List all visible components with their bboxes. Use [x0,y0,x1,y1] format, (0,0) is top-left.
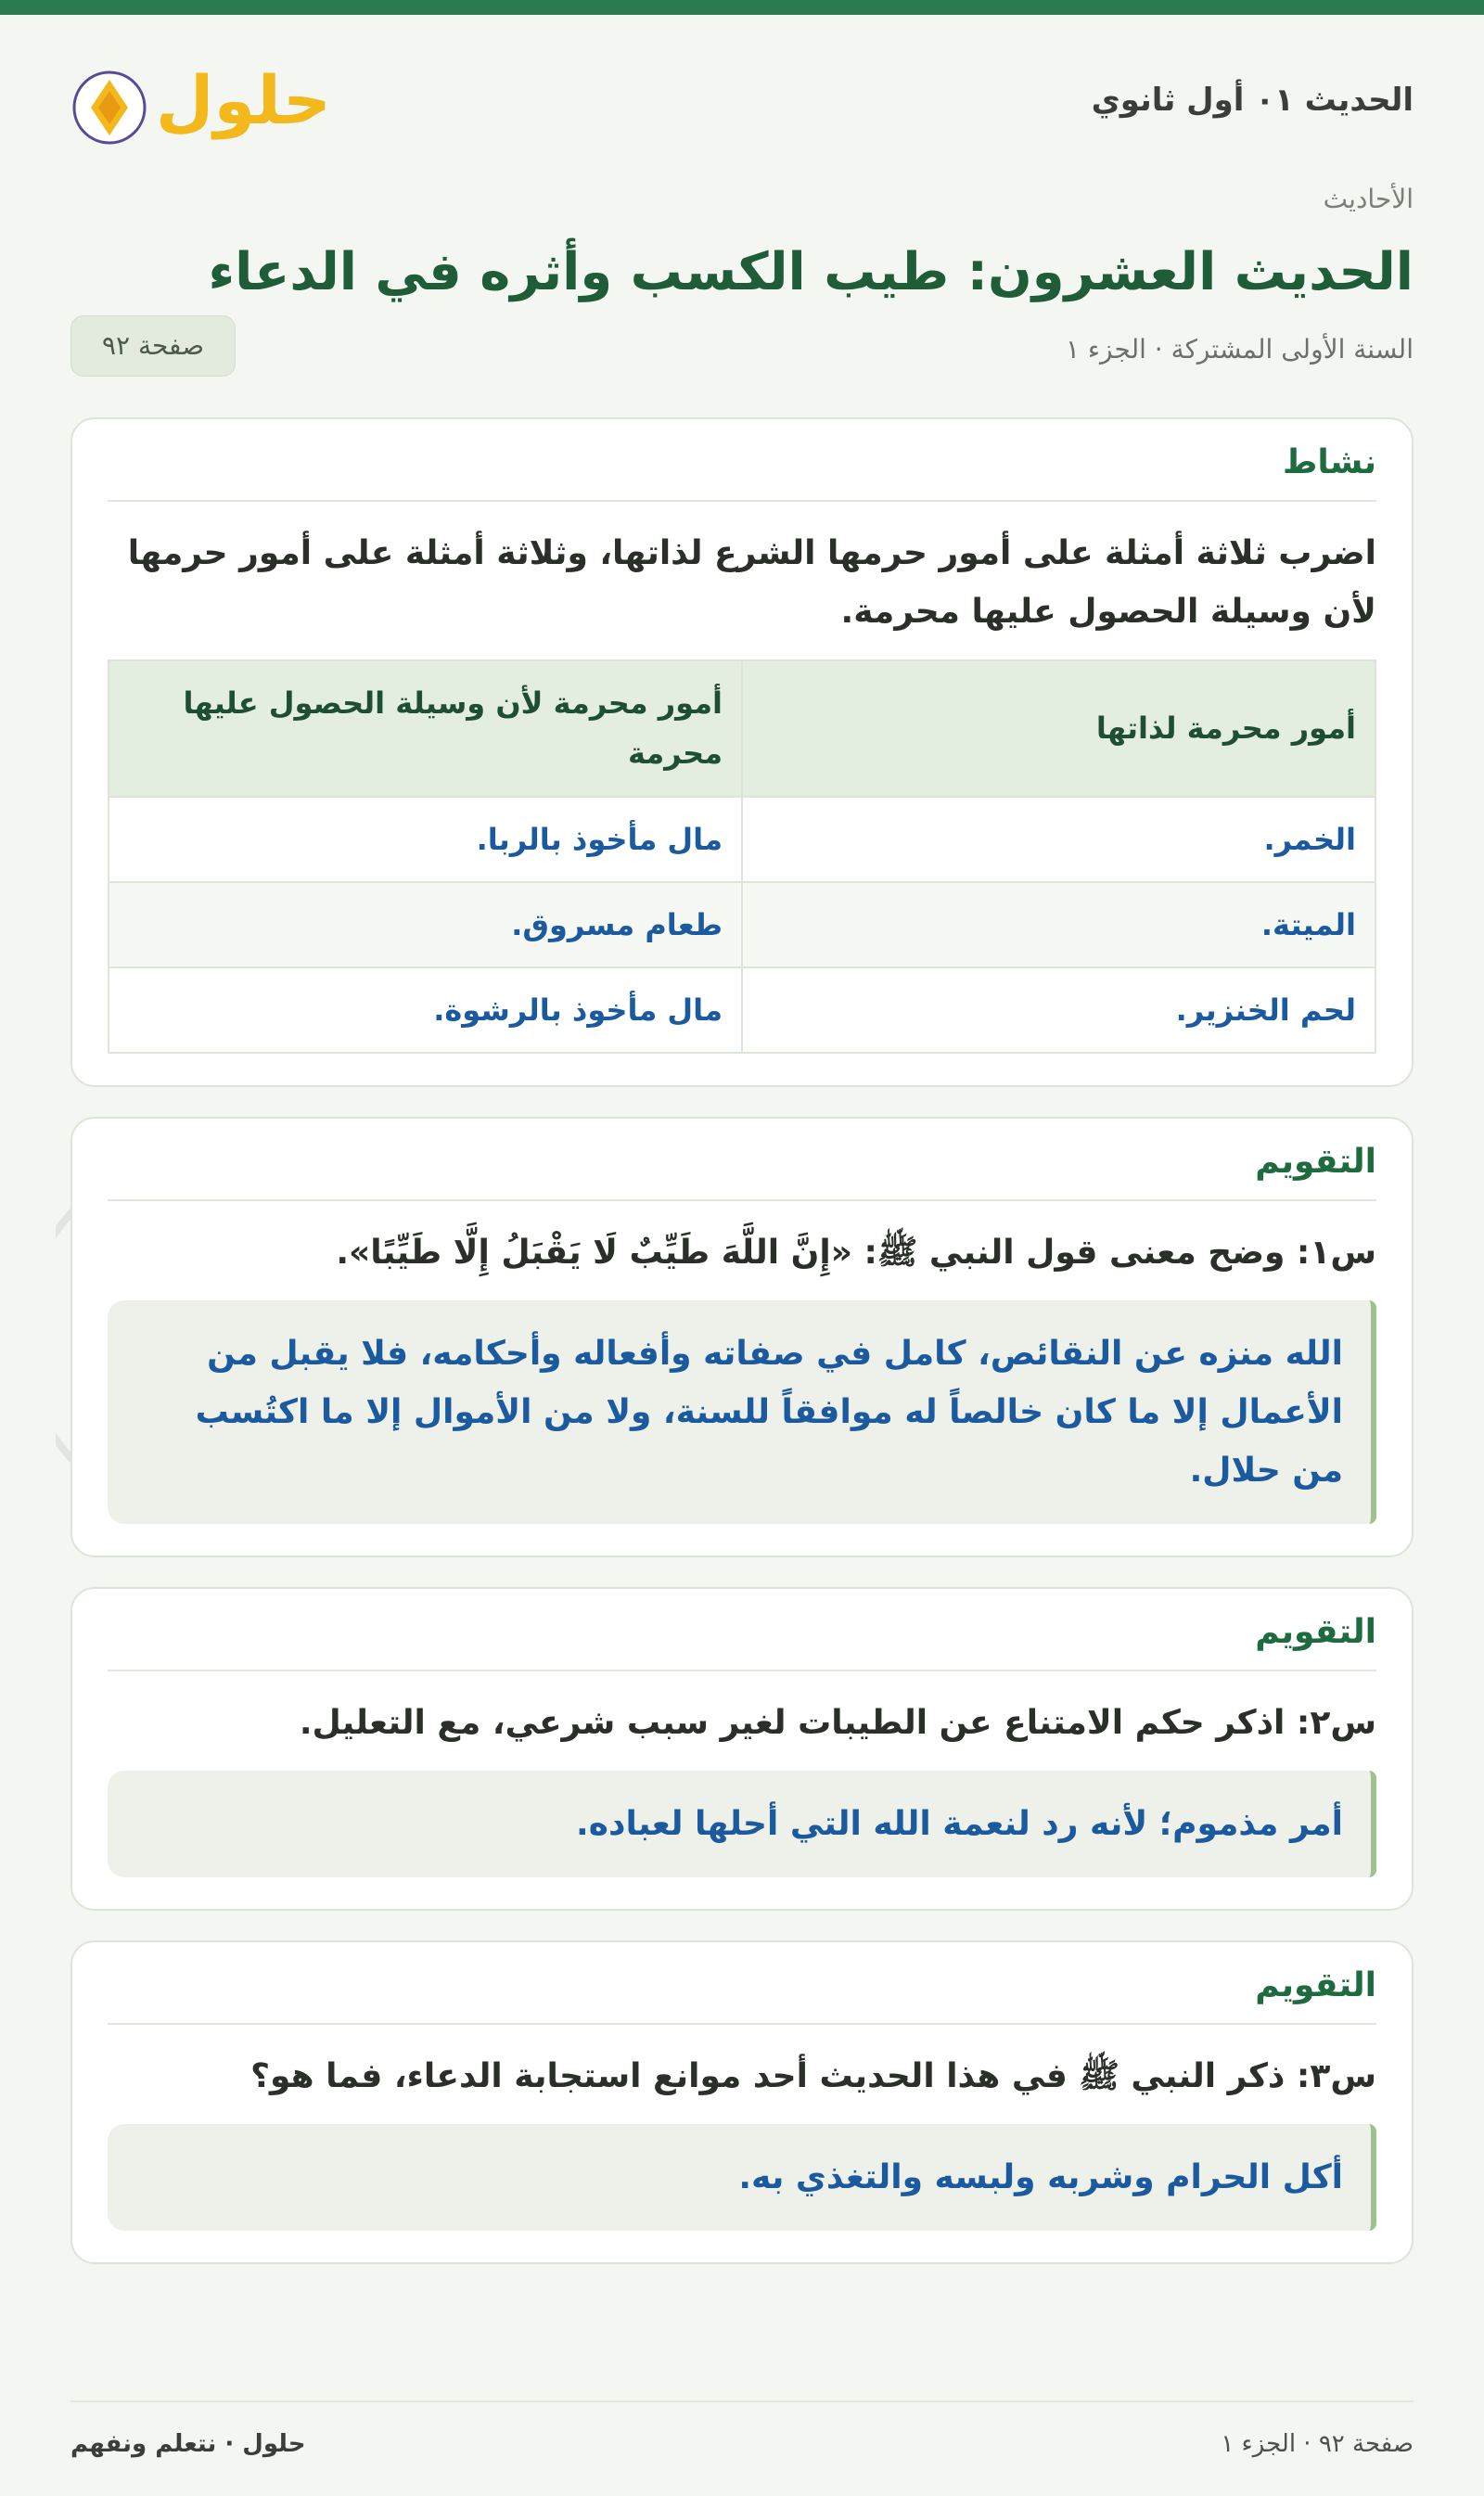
table-row [109,882,1375,967]
footer-page-info: صفحة ٩٢ · الجزء ١ [1221,2430,1414,2458]
table-cell: الميتة. [742,882,1375,967]
answer-1: الله منزه عن النقائص، كامل في صفاته وأفعاله وأحكامه، فلا يقبل من الأعمال إلا ما كان خالصاً له موافقاً للسنة، ولا من الأموال إلا ما اكتُسب من حلال. [108,1300,1376,1524]
brand-logo[interactable] [70,52,330,163]
meta-row [70,315,1414,417]
activity-card [70,417,1414,1087]
page-content [70,15,1414,2294]
lesson-title: الحديث ٠١ أول ثانوي [1091,82,1414,119]
page-title: الحديث العشرون: طيب الكسب وأثره في الدعاء [208,242,1414,302]
question-3: س٣: ذكر النبي ﷺ في هذا الحديث أحد موانع استجابة الدعاء، فما هو؟ [250,2056,1376,2095]
answer-3: أكل الحرام وشربه ولبسه والتغذي به. [108,2124,1376,2231]
activity-table [108,659,1376,1054]
table-header-cell: أمور محرمة لذاتها [742,660,1375,797]
top-accent-bar [0,0,1484,15]
logo-text: حلول [156,61,331,139]
activity-title: نشاط [108,443,1376,502]
evaluation-card-1 [70,1117,1414,1557]
evaluation-card-2 [70,1587,1414,1911]
table-cell: طعام مسروق. [109,882,742,967]
answer-2: أمر مذموم؛ لأنه رد لنعمة الله التي أحلها لعباده. [108,1771,1376,1877]
page-header [70,15,1414,184]
table-cell: مال مأخوذ بالرشوة. [109,967,742,1053]
evaluation-title: التقويم [108,1143,1376,1201]
evaluation-card-3 [70,1940,1414,2264]
table-cell: الخمر. [742,797,1375,882]
table-row [109,967,1375,1053]
activity-prompt: اضرب ثلاثة أمثلة على أمور حرمها الشرع لذاتها، وثلاثة أمثلة على أمور حرمها لأن وسيلة الحصول عليها محرمة. [127,534,1376,631]
table-row [109,797,1375,882]
page-footer [70,2400,1414,2486]
table-header-cell: أمور محرمة لأن وسيلة الحصول عليها محرمة [109,660,742,797]
table-header-row [109,660,1375,797]
evaluation-title: التقويم [108,1613,1376,1671]
table-cell: لحم الخنزير. [742,967,1375,1053]
page-number-badge: صفحة ٩٢ [70,315,236,377]
breadcrumb[interactable]: الأحاديث [1323,184,1414,214]
footer-brand[interactable]: حلول · نتعلم ونفهم [70,2430,306,2458]
table-cell: مال مأخوذ بالربا. [109,797,742,882]
question-2: س٢: اذكر حكم الامتناع عن الطيبات لغير سبب شرعي، مع التعليل. [299,1703,1376,1742]
question-1: س١: وضح معنى قول النبي ﷺ: «إِنَّ اللَّهَ طَيِّبٌ لَا يَقْبَلُ إِلَّا طَيِّبًا». [336,1233,1376,1272]
evaluation-title: التقويم [108,1966,1376,2025]
course-info: السنة الأولى المشتركة · الجزء ١ [1065,334,1414,365]
